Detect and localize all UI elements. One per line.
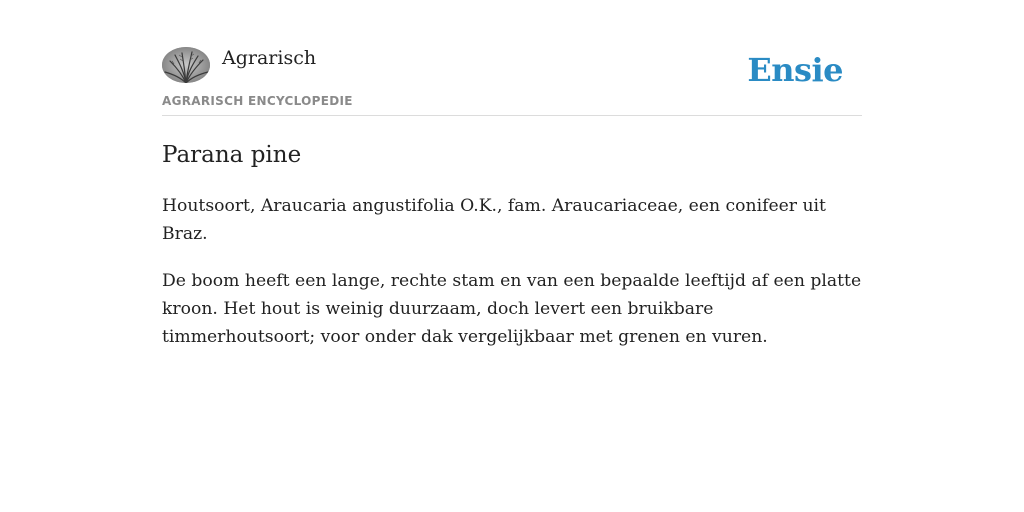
article-paragraph: De boom heeft een lange, rechte stam en van een bepaalde leeftijd af een platte kroon. Het hout is weinig duurzaam, doch levert een bruikbare timmerhoutsoort; voor onder dak vergelijkbaar met grenen en vuren. [162, 271, 862, 347]
wheat-logo-icon[interactable] [162, 47, 210, 83]
article-body [162, 192, 862, 370]
site-subtitle: AGRARISCH ENCYCLOPEDIE [162, 94, 353, 108]
site-header [162, 0, 862, 116]
article-title: Parana pine [162, 142, 302, 168]
site-name-link[interactable]: Agrarisch [222, 47, 317, 69]
content-container [162, 0, 862, 347]
article-paragraph: Houtsoort, Araucaria angustifolia O.K., fam. Araucariaceae, een conifeer uit Braz. [162, 196, 826, 244]
ensie-brand-link[interactable]: Ensie [747, 51, 843, 89]
